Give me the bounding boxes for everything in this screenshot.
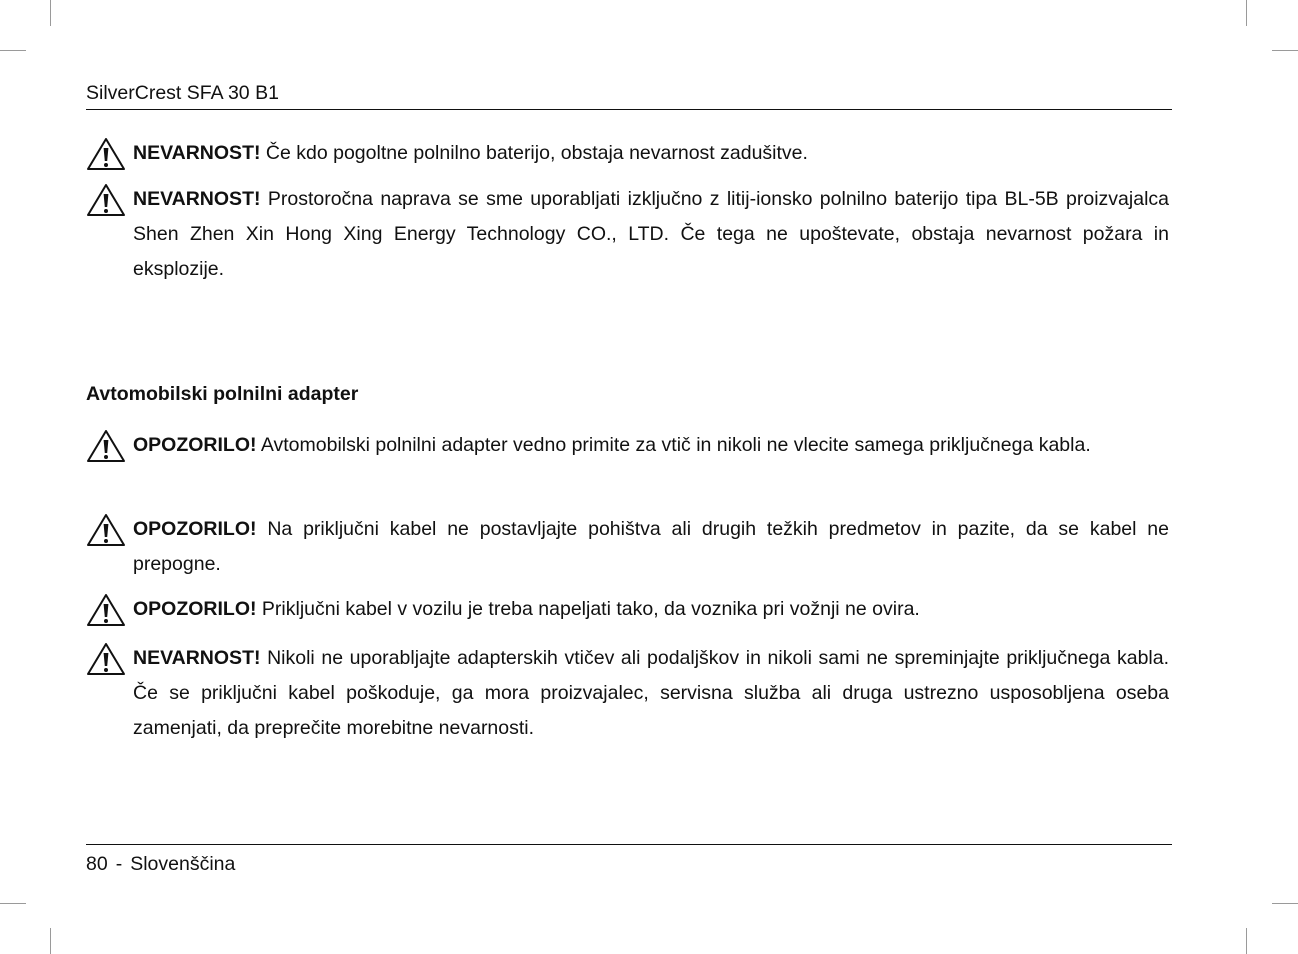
notice-body: Prostoročna naprava se sme uporabljati izključno z litij-ionsko polnilno baterijo tipa BL-5B proizvajalca Shen Zhen Xin Hong Xing Energy Technology CO., LTD. Če tega ne upoštevate, obstaja nevarnost požara in eksplozije. xyxy=(133,188,1169,280)
page-header xyxy=(86,82,1172,110)
crop-mark xyxy=(50,0,51,26)
notice-label: OPOZORILO! xyxy=(133,598,257,620)
crop-mark xyxy=(0,50,26,51)
notice-body: Priključni kabel v vozilu je treba napeljati tako, da voznika pri vožnji ne ovira. xyxy=(261,598,920,620)
notice-label: OPOZORILO! xyxy=(133,518,257,540)
crop-mark xyxy=(0,903,26,904)
notice-text xyxy=(133,641,1169,746)
warning-triangle-icon xyxy=(86,642,126,676)
danger-notice xyxy=(86,182,1169,287)
warning-notice xyxy=(86,592,1169,627)
notice-body: Če kdo pogoltne polnilno baterijo, obstaja nevarnost zadušitve. xyxy=(265,142,808,164)
section-heading: Avtomobilski polnilni adapter xyxy=(86,383,359,405)
notice-label: NEVARNOST! xyxy=(133,142,261,164)
crop-mark xyxy=(50,928,51,954)
crop-mark xyxy=(1272,50,1298,51)
notice-label: OPOZORILO! xyxy=(133,434,257,456)
page-footer xyxy=(86,844,1172,876)
notice-text xyxy=(133,136,1169,171)
notice-label: NEVARNOST! xyxy=(133,188,261,210)
danger-notice xyxy=(86,136,1169,171)
notice-text xyxy=(133,182,1169,287)
warning-triangle-icon xyxy=(86,513,126,547)
notice-body: Avtomobilski polnilni adapter vedno primite za vtič in nikoli ne vlecite samega priključnega kabla. xyxy=(260,434,1091,456)
notice-body: Na priključni kabel ne postavljajte pohištva ali drugih težkih predmetov in pazite, da se kabel ne prepogne. xyxy=(133,518,1169,575)
notice-text xyxy=(133,592,1169,627)
footer-separator: - xyxy=(115,853,123,875)
warning-triangle-icon xyxy=(86,137,126,171)
warning-triangle-icon xyxy=(86,429,126,463)
warning-notice xyxy=(86,512,1169,582)
notice-body: Nikoli ne uporabljajte adapterskih vtičev ali podaljškov in nikoli sami ne spreminjajte priključnega kabla. Če se priključni kabel poškoduje, ga mora proizvajalec, servisna služba ali druga ustrezno usposobljena oseba zamenjati, da preprečite morebitne nevarnosti. xyxy=(133,647,1170,739)
crop-mark xyxy=(1246,0,1247,26)
crop-mark xyxy=(1272,903,1298,904)
warning-triangle-icon xyxy=(86,183,126,217)
warning-triangle-icon xyxy=(86,593,126,627)
footer-language: Slovenščina xyxy=(130,853,236,875)
notice-text xyxy=(133,428,1169,463)
notice-text xyxy=(133,512,1169,582)
warning-notice xyxy=(86,428,1169,463)
danger-notice xyxy=(86,641,1169,746)
header-title: SilverCrest SFA 30 B1 xyxy=(86,82,279,104)
notice-label: NEVARNOST! xyxy=(133,647,261,669)
crop-mark xyxy=(1246,928,1247,954)
page-number: 80 xyxy=(86,853,108,875)
